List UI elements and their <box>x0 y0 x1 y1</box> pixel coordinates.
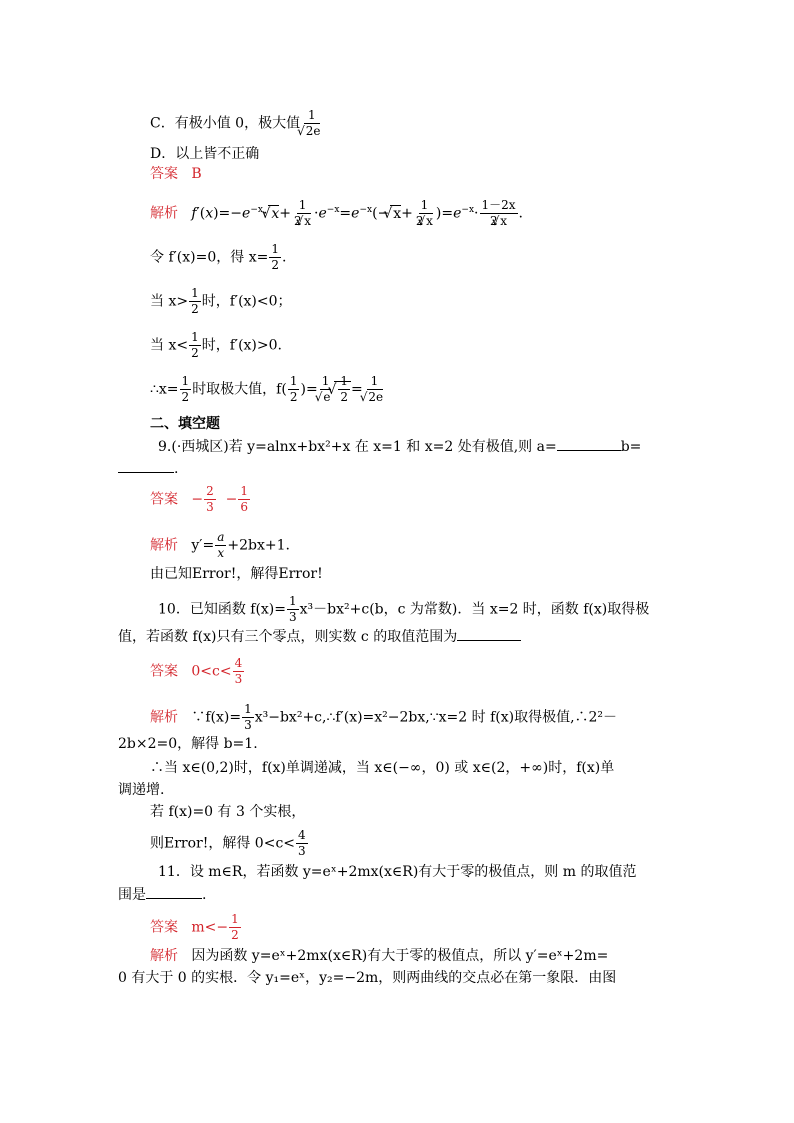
solution-10-line2: 2b×2=0，解得 b=1. <box>118 736 258 752</box>
section-heading: 二、填空题 <box>150 416 220 432</box>
solution-9-derivative: 解析 y′= $\frac{a}{x}$ +2bx+1. <box>150 530 290 560</box>
question-11-line1: 11．设 m∈R，若函数 y=eˣ+2mx(x∈R)有大于零的极值点，则 m 的取值范 <box>158 864 637 880</box>
question-9: 9.(·西城区)若 y=alnx+bx²+x 在 x=1 和 x=2 处有极值,则 a= b= <box>158 436 641 457</box>
question-11-line2: 围是 . <box>118 884 206 905</box>
solution-gt: 当 x> $\frac{1}{2}$ 时，f′(x)<0； <box>150 286 292 316</box>
solution-11-line1: 解析 因为函数 y=eˣ+2mx(x∈R)有大于零的极值点，所以 y′=eˣ+2m= <box>150 948 609 964</box>
solution-zero: 令 f′(x)=0，得 x= $\frac{1}{2}$ . <box>150 242 287 272</box>
solution-derivative: 解析 $f'(x)=-e^{-x}\cdot√$ x+ $\frac{1}{2√ x}$ $\cdot e^{-x}=e^{-x}(-√$ x+ $\frac{1}{2√ x}$ )$=e^{-x}\cdot$ $\frac{1-2x}{2√ x}$ . <box>150 198 523 229</box>
option-c: C．有极小值 0，极大值 1 √ 2e <box>150 108 323 139</box>
question-9-blank: . <box>118 458 178 479</box>
answer-11: 答案 m<− $\frac{1}{2}$ <box>150 912 239 942</box>
question-10-line1: 10．已知函数 f(x)= $\frac{1}{3}$ x³－bx²+c(b，c 为常数)．当 x=2 时，函数 f(x)取得极 <box>158 594 650 624</box>
answer-10: 答案 0<c< $\frac{4}{3}$ <box>150 656 243 686</box>
solution-9-error: 由已知Error!，解得Error! <box>150 566 323 582</box>
solution-10-line4: 调递增. <box>118 782 165 798</box>
solution-max: ∴x= $\frac{1}{2}$ 时取极大值，f( $\frac{1}{2}$ )= 1 √ e √ $\frac{1}{2}$ = 1 √ 2e <box>150 374 386 405</box>
option-d: D．以上皆不正确 <box>150 146 260 162</box>
answer-line: 答案 B <box>150 166 202 182</box>
solution-10-line1: 解析 ∵f(x)= $\frac{1}{3}$ x³−bx²+c,∴f′(x)=x²−2bx,∵x=2 时 f(x)取得极值,∴2²－ <box>150 702 618 732</box>
answer-9: 答案 − $\frac{2}{3}$ − $\frac{1}{6}$ <box>150 484 249 514</box>
solution-10-line5: 若 f(x)=0 有 3 个实根， <box>150 804 306 820</box>
question-10-line2: 值，若函数 f(x)只有三个零点，则实数 c 的取值范围为 <box>118 626 521 647</box>
solution-lt: 当 x< $\frac{1}{2}$ 时，f′(x)>0. <box>150 330 282 360</box>
fraction: 1 √ 2e <box>301 108 322 139</box>
solution-10-line6: 则Error!，解得 0<c< $\frac{4}{3}$ <box>150 828 306 858</box>
solution-11-line2: 0 有大于 0 的实根．令 y₁=eˣ，y₂=−2m，则两曲线的交点必在第一象限．由图 <box>118 970 617 986</box>
solution-10-line3: ∴当 x∈(0,2)时，f(x)单调递减，当 x∈(−∞，0) 或 x∈(2，+∞)时，f(x)单 <box>150 760 615 776</box>
